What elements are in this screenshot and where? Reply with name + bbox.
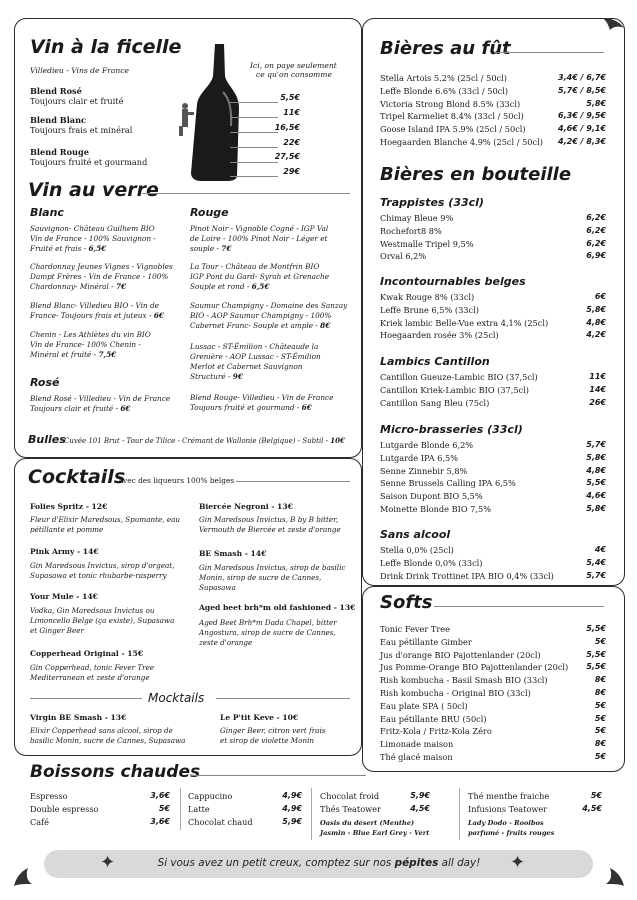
rouge-1-price: 7€ — [221, 244, 232, 253]
rouge-2-desc: Souple et rond - — [190, 282, 252, 291]
item-name: Chocolat froid — [320, 791, 380, 801]
mocktail-virgin-d2: basilic Monin, sucre de Cannes, Supasawa — [30, 736, 186, 745]
item-price: 4,9€ — [282, 803, 302, 813]
rose-title: Rosé — [30, 376, 60, 389]
list-item — [380, 73, 606, 86]
cocktail-mule-name: Your Mule - 14€ — [30, 592, 98, 601]
list-item — [380, 372, 606, 385]
list-item — [380, 239, 606, 252]
rouge-5-price: 6€ — [301, 403, 312, 412]
rose-desc: Toujours clair et fruité - — [30, 404, 121, 413]
mocktails-title: Mocktails — [148, 691, 205, 705]
item-name: Rish kombucha - Basil Smash BIO (33cl) — [380, 675, 548, 686]
item-name: Thé menthe fraiche — [468, 791, 550, 801]
item-price: 5,8€ — [586, 504, 606, 513]
list-item — [380, 739, 606, 752]
rose-l2 — [30, 404, 131, 414]
item-name: Lutgarde Blonde 6,2% — [380, 440, 474, 450]
item-name: Jus d'orange BIO Pajottenlander (20cl) — [380, 649, 541, 660]
level-price-2: 11€ — [283, 108, 300, 117]
cocktails-subtitle: Avec des liqueurs 100% belges — [118, 476, 235, 485]
blanc-3-l1: Blend Blanc- Villedieu BIO - Vin de — [30, 301, 159, 310]
mocktails-rule-left — [30, 698, 142, 699]
vin-verre-title: Vin au verre — [28, 179, 159, 201]
cocktail-oldfashioned-d1: Aged Beet Brh*m Dada Chapel, bitter — [199, 618, 337, 627]
item-price: 5,5€ — [586, 624, 606, 633]
rouge-2-price: 6,5€ — [251, 282, 270, 291]
rouge-5-l2 — [190, 403, 312, 413]
mocktail-keve-d2: et sirop de violette Monin — [220, 736, 314, 745]
item-price: 4,9€ — [282, 791, 302, 800]
mocktails-rule-right — [216, 698, 350, 699]
blanc-2-price: 7€ — [115, 282, 127, 291]
list-item — [380, 662, 606, 675]
item-price: 5€ — [158, 803, 170, 813]
chaudes-rule — [190, 775, 366, 776]
list-item — [380, 701, 606, 714]
chaudes-divider-2 — [311, 788, 312, 840]
rouge-3-l2: BIO - AOP Saumur Champigny - 100% — [190, 311, 332, 320]
item-price: 5,5€ — [586, 649, 606, 659]
item-price: 26€ — [589, 397, 606, 407]
item-price: 5,4€ — [586, 557, 606, 567]
bieres-bouteille-title: Bières en bouteille — [380, 164, 572, 185]
item-name: Cantillon Sang Bleu (75cl) — [380, 397, 490, 408]
rouge-2-l1: La Tour - Château de Montfrin BIO — [190, 262, 320, 271]
item-name: Eau pétillante Gimber — [380, 636, 472, 647]
item-price: 5€ — [594, 726, 606, 736]
item-price: 5,7€ / 8,5€ — [558, 85, 606, 95]
cocktail-pink-d1: Gin Maredsous Invictus, sirop d'orgeat, — [30, 561, 175, 570]
item-price: 5,9€ — [410, 791, 430, 800]
ficelle-desc-blanc: Toujours frais et minéral — [30, 125, 133, 135]
bulles-price: 10€ — [330, 436, 345, 445]
item-name: Latte — [188, 803, 210, 814]
cocktails-rule — [236, 481, 350, 482]
item-name: Limonade maison — [380, 739, 454, 750]
list-item — [380, 637, 606, 650]
item-name: Leffe Blonde 6.6% (33cl / 50cl) — [380, 85, 509, 96]
cocktail-oldfashioned-name: Aged beet brh*m old fashioned - 13€ — [199, 603, 356, 612]
item-price: 5€ — [590, 791, 602, 800]
blanc-2-l3 — [30, 282, 126, 292]
item-price: 4,2€ / 8,3€ — [558, 137, 606, 146]
sans-alcool-title: Sans alcool — [380, 528, 451, 541]
item-name: Espresso — [30, 791, 68, 801]
item-name: Double espresso — [30, 803, 99, 814]
softs-rule — [434, 606, 604, 607]
item-name: Lutgarde IPA 6,5% — [380, 452, 459, 463]
boissons-chaudes-title: Boissons chaudes — [30, 762, 201, 782]
blanc-3-desc: France- Toujours frais et juteux - — [30, 311, 154, 320]
list-item — [380, 318, 606, 331]
item-name: Kwak Rouge 8% (33cl) — [380, 292, 475, 302]
list-item — [380, 86, 606, 99]
trappistes-title: Trappistes (33cl) — [380, 196, 484, 209]
footer-text-after: all day! — [438, 857, 481, 869]
item-name: Orval 6,2% — [380, 251, 427, 262]
item-price: 14€ — [589, 384, 606, 394]
ficelle-note-l2: ce qu'on consomme — [256, 70, 332, 79]
level-line-4 — [230, 147, 278, 148]
list-item — [320, 804, 430, 817]
item-name: Thés Teatower — [320, 803, 381, 814]
blanc-2-l2: Dampt Frères - Vin de France - 100% — [30, 272, 169, 281]
sparkle-icon-right: ✦ — [510, 852, 526, 873]
item-name: Hoegaarden Blanche 4.9% (25cl / 50cl) — [380, 137, 543, 147]
list-item — [380, 213, 606, 226]
ficelle-name-rose: Blend Rosé — [30, 86, 82, 96]
footer-text-before: Si vous avez un petit creux, comptez sur nos — [157, 857, 395, 869]
rouge-1-l2: de Loire - 100% Pinot Noir - Léger et — [190, 234, 328, 243]
item-price: 6,3€ / 9,5€ — [558, 111, 606, 121]
list-item — [380, 688, 606, 701]
item-price: 4,8€ — [586, 465, 606, 475]
item-name: Cappucino — [188, 791, 233, 801]
rouge-title: Rouge — [190, 206, 229, 219]
item-name: Leffe Brune 6,5% (33cl) — [380, 304, 479, 315]
item-price: 8€ — [594, 688, 606, 697]
list-item — [380, 650, 606, 663]
item-price: 4,5€ — [410, 803, 430, 813]
list-item — [188, 791, 302, 804]
item-name: Cantillon Kriek-Lambic BIO (37,5cl) — [380, 384, 529, 395]
item-name: Leffe Blonde 0,0% (33cl) — [380, 557, 483, 568]
blanc-title: Blanc — [30, 206, 64, 219]
list-item — [380, 726, 606, 739]
ficelle-name-rouge: Blend Rouge — [30, 147, 89, 157]
blanc-4-price: 7,5€ — [98, 350, 117, 359]
level-price-6: 29€ — [283, 167, 300, 176]
level-line-2 — [230, 117, 278, 118]
list-item — [380, 752, 606, 765]
item-name: Goose Island IPA 5.9% (25cl / 50cl) — [380, 124, 526, 135]
blanc-1-l3 — [30, 244, 106, 254]
corner-ornament-bottom-right-icon — [600, 862, 628, 890]
list-item — [380, 99, 606, 112]
blanc-3-price: 6€ — [153, 311, 164, 320]
item-name: Hoegaarden rosée 3% (25cl) — [380, 330, 499, 341]
list-item — [468, 791, 602, 804]
lambics-title: Lambics Cantillon — [380, 355, 490, 368]
item-name: Senne Zinnebir 5,8% — [380, 465, 468, 476]
rouge-3-l3 — [190, 321, 330, 331]
list-item — [380, 251, 606, 264]
item-name: Rochefort8 8% — [380, 225, 442, 236]
blanc-2-desc: Chardonnay- Minéral - — [30, 282, 116, 291]
ficelle-name-blanc: Blend Blanc — [30, 115, 87, 125]
list-item — [30, 804, 170, 817]
cocktail-negroni-d1: Gin Maredsous Invictus, B by B bitter, — [199, 515, 339, 524]
level-line-6 — [230, 176, 278, 177]
micro-title: Micro-brasseries (33cl) — [380, 423, 523, 436]
list-item — [188, 804, 302, 817]
level-price-1: 5,5€ — [280, 93, 300, 102]
item-price: 8€ — [594, 739, 606, 749]
rouge-1-l3 — [190, 244, 231, 254]
item-name: Stella Artois 5.2% (25cl / 50cl) — [380, 73, 507, 83]
item-price: 6,2€ — [586, 238, 606, 248]
item-name: Café — [30, 816, 50, 827]
cocktail-oldfashioned-d3: zeste d'orange — [199, 638, 253, 647]
rouge-3-price: 8€ — [320, 321, 331, 330]
list-item — [380, 440, 606, 453]
footer-text — [130, 857, 508, 869]
list-item — [380, 124, 606, 137]
item-name: Infusions Teatower — [468, 803, 548, 814]
cocktail-smash-name: BE Smash - 14€ — [199, 549, 267, 558]
corner-ornament-top-right-icon — [600, 16, 628, 44]
blanc-1-desc: Fruité et frais - — [30, 244, 89, 253]
mocktail-virgin-d1: Elixir Copperhead sans alcool, sirop de — [30, 726, 173, 735]
item-name: Thé glacé maison — [380, 752, 453, 762]
rouge-5-l1: Blend Rouge- Villedieu - Vin de France — [190, 393, 334, 402]
cocktail-pink-d2: Supasawa et tonic rhubarbe-rasperry — [30, 571, 167, 580]
item-name: Fritz-Kola / Fritz-Kola Zéro — [380, 726, 492, 737]
blanc-2-l1: Chardonnay Jeunes Vignes - Vignobles — [30, 262, 173, 271]
list-item — [380, 478, 606, 491]
level-line-1 — [230, 102, 278, 103]
teatower-note-l1: Oasis du désert (Menthe) — [320, 819, 415, 827]
cocktail-smash-d3: Supasawa — [199, 583, 236, 592]
rouge-4-l2: Grenière - AOP Lussac - ST-Émilion — [190, 352, 321, 361]
item-price: 5€ — [594, 752, 606, 761]
list-item — [380, 466, 606, 479]
item-name: Victoria Strong Blond 8.5% (33cl) — [380, 98, 521, 109]
level-line-3 — [230, 132, 278, 133]
item-name: Moinette Blonde BIO 7,5% — [380, 504, 491, 514]
rouge-5-desc: Toujours fruité et gourmand - — [190, 403, 302, 412]
cocktail-folies-d1: Fleur d'Elixir Maredsous, Spumante, eau — [30, 515, 180, 524]
rouge-2-l3 — [190, 282, 269, 292]
mocktail-virgin-name: Virgin BE Smash - 13€ — [30, 713, 127, 722]
item-price: 4,5€ — [582, 803, 602, 813]
cocktail-mule-d3: et Ginger Beer — [30, 626, 84, 635]
list-item — [380, 137, 606, 150]
level-price-4: 22€ — [283, 138, 300, 147]
rouge-3-l1: Saumur Champigny - Domaine des Sanzay — [190, 301, 348, 310]
softs-title: Softs — [380, 592, 433, 613]
bieres-fut-title: Bières au fût — [380, 38, 511, 59]
blanc-1-l1: Sauvignon- Château Guilhem BIO — [30, 224, 155, 233]
item-price: 4,2€ — [586, 330, 606, 340]
teatower-note-l2: Jasmin - Blue Earl Grey - Vert — [320, 829, 430, 837]
blanc-3-l2 — [30, 311, 164, 321]
item-price: 5,7€ — [586, 440, 606, 449]
item-price: 3,4€ / 6,7€ — [558, 73, 606, 82]
item-name: Saison Dupont BIO 5,5% — [380, 491, 483, 502]
list-item — [380, 545, 606, 558]
cocktail-copper-d2: Mediterranean et zeste d'orange — [30, 673, 150, 682]
cocktail-negroni-d2: Vermouth de Biercée et zeste d'orange — [199, 525, 341, 534]
cocktail-oldfashioned-d2: Angostura, sirop de sucre de Cannes, — [199, 628, 336, 637]
footer-text-bold: pépites — [394, 857, 439, 869]
rose-price: 6€ — [120, 404, 131, 413]
cocktail-mule-d2: Limoncello Belge (ça existe), Supasawa — [30, 616, 175, 625]
item-price: 4,6€ / 9,1€ — [558, 124, 606, 134]
item-price: 5€ — [594, 713, 606, 723]
item-price: 5,7€ — [586, 570, 606, 580]
bulles-line — [64, 436, 345, 446]
item-price: 5€ — [594, 636, 606, 646]
rouge-4-price: 9€ — [232, 372, 243, 381]
item-name: Kriek lambic Belle-Vue extra 4,1% (25cl) — [380, 317, 549, 328]
list-item — [188, 817, 302, 830]
infusions-note-l2: parfumé - fruits rouges — [468, 829, 555, 837]
rose-l1: Blend Rosé - Villedieu - Vin de France — [30, 394, 171, 403]
item-name: Stella 0,0% (25cl) — [380, 545, 454, 555]
list-item — [380, 558, 606, 571]
item-price: 5,8€ — [586, 452, 606, 462]
item-price: 3,6€ — [150, 816, 170, 826]
blanc-4-desc: Minéral et fruité - — [30, 350, 99, 359]
blanc-4-l2: Vin de France- 100% Chenin - — [30, 340, 141, 349]
item-price: 5€ — [594, 700, 606, 710]
wine-bottle-icon — [175, 42, 255, 182]
item-price: 11€ — [589, 372, 606, 381]
blanc-4-l1: Chenin - Les Athlètes du vin BIO — [30, 330, 151, 339]
item-name: Chimay Bleue 9% — [380, 213, 454, 223]
infusions-note-l1: Lady Dodo - Rooibos — [468, 819, 544, 827]
level-price-5: 27,5€ — [274, 152, 300, 161]
list-item — [380, 491, 606, 504]
rouge-4-l4 — [190, 372, 243, 382]
list-item — [380, 398, 606, 411]
list-item — [380, 624, 606, 637]
item-price: 6,2€ — [586, 213, 606, 222]
cocktail-negroni-name: Biercée Negroni - 13€ — [199, 502, 293, 511]
list-item — [320, 791, 430, 804]
item-price: 5,8€ — [586, 98, 606, 108]
item-name: Rish kombucha - Original BIO (33cl) — [380, 688, 531, 698]
cocktail-pink-name: Pink Army - 14€ — [30, 547, 99, 556]
item-name: Jus Pomme-Orange BIO Pajottenlander (20cl) — [380, 662, 569, 673]
list-item — [380, 226, 606, 239]
list-item — [380, 111, 606, 124]
item-price: 8€ — [594, 675, 606, 685]
item-name: Tonic Fever Tree — [380, 624, 450, 634]
rouge-2-l2: IGP Pont du Gard- Syrah et Grenache — [190, 272, 330, 281]
item-name: Tripel Karmeliet 8.4% (33cl / 50cl) — [380, 111, 524, 122]
item-name: Cantillon Gueuze-Lambic BIO (37,5cl) — [380, 372, 538, 382]
list-item — [30, 817, 170, 830]
cocktail-copper-d1: Gin Copperhead, tonic Fever Tree — [30, 663, 155, 672]
item-name: Senne Brussels Calling IPA 6,5% — [380, 478, 516, 489]
blanc-4-l3 — [30, 350, 116, 360]
sparkle-icon-left: ✦ — [100, 852, 116, 873]
cocktail-smash-d2: Monin, sirop de sucre de Cannes, — [199, 573, 322, 582]
incontournables-title: Incontournables belges — [380, 275, 526, 288]
list-item — [468, 804, 602, 817]
item-price: 5,8€ — [586, 304, 606, 314]
chaudes-divider-1 — [180, 788, 181, 830]
list-item — [380, 305, 606, 318]
ficelle-desc-rouge: Toujours fruité et gourmand — [30, 157, 148, 167]
corner-ornament-bottom-left-icon — [10, 862, 38, 890]
rouge-4-desc: Structuré - — [190, 372, 233, 381]
rouge-4-l1: Lussac - ST-Émilion - Châteaude la — [190, 342, 319, 351]
item-price: 4,8€ — [586, 317, 606, 327]
cocktail-folies-name: Folies Spritz - 12€ — [30, 502, 108, 511]
ficelle-desc-rose: Toujours clair et fruité — [30, 96, 124, 106]
level-line-5 — [230, 162, 278, 163]
mocktail-keve-d1: Ginger Beer, citron vert frais — [220, 726, 326, 735]
vin-ficelle-title: Vin à la ficelle — [30, 36, 182, 58]
blanc-1-price: 6,5€ — [88, 244, 107, 253]
bieres-fut-rule — [494, 52, 604, 53]
list-item — [380, 453, 606, 466]
item-price: 4€ — [594, 545, 606, 554]
ficelle-note-l1: Ici, on paye seulement — [250, 61, 337, 70]
level-price-3: 16,5€ — [274, 123, 300, 132]
cocktail-folies-d2: pétillante et pomme — [30, 525, 104, 534]
rouge-4-l3: Merlot et Cabernet Sauvignon — [190, 362, 303, 371]
list-item — [380, 292, 606, 305]
cocktail-smash-d1: Gin Maredsous Invictus, sirop de basilic — [199, 563, 346, 572]
item-price: 5,5€ — [586, 662, 606, 672]
blanc-1-l2: Vin de France - 100% Sauvignon - — [30, 234, 156, 243]
item-price: 3,6€ — [150, 791, 170, 800]
item-name: Eau plate SPA ( 50cl) — [380, 700, 468, 711]
rouge-1-desc: souple - — [190, 244, 222, 253]
vin-verre-rule — [142, 193, 350, 194]
item-price: 4,6€ — [586, 491, 606, 501]
cocktail-mule-d1: Vodka, Gin Maredsous Invictus ou — [30, 606, 155, 615]
item-price: 5,9€ — [282, 816, 302, 826]
list-item — [380, 385, 606, 398]
cocktails-title: Cocktails — [28, 466, 126, 488]
item-price: 6€ — [594, 292, 606, 301]
item-name: Drink Drink Trottinet IPA BIO 0,4% (33cl) — [380, 570, 554, 581]
item-price: 5,5€ — [586, 478, 606, 488]
bulles-desc: Cuvée 101 Brut - Tour de Tilice - Crémant de Wallonie (Belgique) - Subtil - — [64, 437, 331, 445]
rouge-3-desc: Cabernet Franc- Souple et ample - — [190, 321, 321, 330]
list-item — [380, 504, 606, 517]
item-price: 6,9€ — [586, 251, 606, 261]
vin-ficelle-subtitle: Villedieu - Vins de France — [30, 66, 130, 75]
item-name: Eau pétillante BRU (50cl) — [380, 713, 487, 724]
list-item — [380, 714, 606, 727]
rouge-1-l1: Pinot Noir - Vignoble Cogné - IGP Val — [190, 224, 329, 233]
mocktail-keve-name: Le P'tit Keve - 10€ — [220, 713, 299, 722]
list-item — [380, 675, 606, 688]
item-name: Westmalle Tripel 9,5% — [380, 238, 474, 249]
list-item — [380, 330, 606, 343]
list-item — [380, 571, 606, 584]
chaudes-divider-3 — [459, 788, 460, 840]
list-item — [30, 791, 170, 804]
item-name: Chocolat chaud — [188, 816, 253, 827]
bulles-title: Bulles — [28, 433, 66, 446]
item-price: 6,2€ — [586, 225, 606, 235]
cocktail-copper-name: Copperhead Original - 15€ — [30, 649, 144, 658]
